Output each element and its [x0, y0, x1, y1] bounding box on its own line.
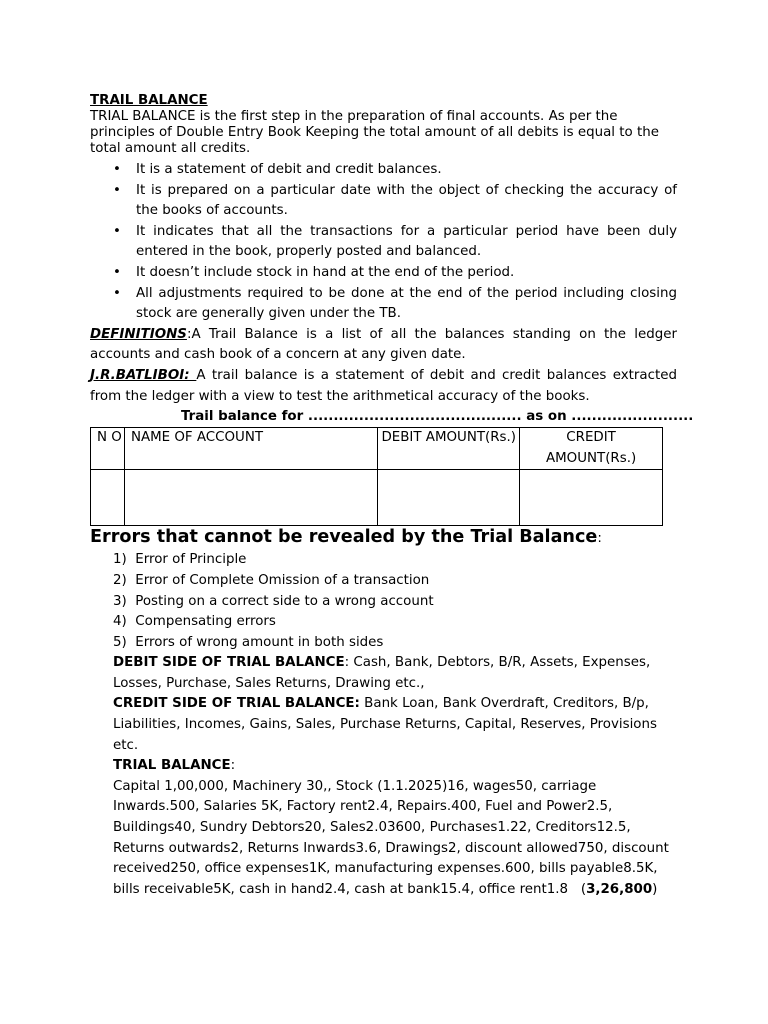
list-item: • It is prepared on a particular date with the object of checking the accuracy of the books of accounts. — [136, 181, 677, 222]
definitions-label: DEFINITIONS — [90, 326, 187, 342]
list-text: Error of Complete Omission of a transaction — [135, 572, 430, 588]
credit-side-text: Bank Loan, Bank Overdraft, Creditors, B/p, Liabilities, Incomes, Gains, Sales, Purchase Returns, Capital, Reserves, Provisions etc. — [113, 696, 657, 753]
data-line — [113, 880, 677, 901]
table-header-row — [91, 428, 663, 470]
page-title: TRAIL BALANCE — [90, 93, 208, 108]
table-header-cell: NAME OF ACCOUNT — [124, 428, 377, 470]
credit-side-paragraph — [90, 694, 677, 756]
list-text: Compensating errors — [135, 614, 276, 630]
data-line: Returns outwards2, Returns Inwards3.6, Drawings2, discount allowed750, discount — [113, 840, 669, 856]
table-cell — [91, 470, 125, 526]
list-number: 3) — [113, 593, 127, 609]
errors-list — [90, 550, 677, 653]
data-line: Buildings40, Sundry Debtors20, Sales2.03600, Purchases1.22, Creditors12.5, — [113, 820, 631, 836]
total-open-paren: ( — [580, 881, 587, 897]
table-header-cell: DEBIT AMOUNT(Rs.) — [378, 428, 520, 470]
errors-heading-text: Errors that cannot be revealed by the Trial Balance — [90, 527, 598, 548]
debit-side-paragraph — [90, 653, 677, 694]
bullet-list — [90, 160, 677, 325]
errors-heading-colon: : — [597, 531, 602, 547]
batliboi-paragraph — [90, 366, 677, 407]
trial-balance-total: 3,26,800 — [586, 881, 653, 897]
definitions-text: A Trail Balance is a list of all the balances standing on the ledger accounts and cash book of a concern at any given date. — [90, 326, 677, 363]
total-close-paren: ) — [652, 881, 658, 897]
list-text: Errors of wrong amount in both sides — [135, 634, 384, 650]
table-cell — [378, 470, 520, 526]
table-cell — [520, 470, 663, 526]
trial-balance-data — [90, 777, 677, 901]
list-item — [113, 633, 677, 654]
table-cell — [124, 470, 377, 526]
batliboi-label: J.R.BATLIBOI: — [90, 367, 197, 383]
list-text: Error of Principle — [135, 552, 247, 568]
data-line: Capital 1,00,000, Machinery 30,, Stock (1.1.2025)16, wages50, carriage — [113, 778, 597, 794]
errors-heading — [90, 526, 677, 550]
table-header-cell: N O — [91, 428, 125, 470]
list-number: 4) — [113, 614, 127, 630]
list-item — [113, 571, 677, 592]
table-row — [91, 470, 663, 526]
data-line: received250, office expenses1K, manufacturing expenses.600, bills payable8.5K, — [113, 861, 658, 877]
table-header-cell: CREDIT AMOUNT(Rs.) — [520, 428, 663, 470]
data-line: Inwards.500, Salaries 5K, Factory rent2.4, Repairs.400, Fuel and Power2.5, — [113, 799, 613, 815]
list-number: 2) — [113, 572, 127, 588]
data-line-text: bills receivable5K, cash in hand2.4, cash at bank15.4, office rent1.8 — [113, 881, 569, 897]
list-text: Posting on a correct side to a wrong account — [135, 593, 434, 609]
intro-paragraph: TRIAL BALANCE is the first step in the preparation of final accounts. As per the principles of Double Entry Book Keeping the total amount of all debits is equal to the total amount all credits. — [90, 109, 659, 156]
trial-balance-caption: Trail balance for .......................................... as on ........................ — [181, 409, 694, 425]
list-number: 5) — [113, 634, 127, 650]
list-number: 1) — [113, 552, 127, 568]
batliboi-text: A trail balance is a statement of debit and credit balances extracted from the ledger with a view to test the arithmetical accuracy of the books. — [90, 367, 677, 404]
credit-side-label: CREDIT SIDE OF TRIAL BALANCE: — [113, 696, 360, 712]
list-item: • All adjustments required to be done at the end of the period including closing stock are generally given under the TB. — [136, 284, 677, 325]
definitions-paragraph — [90, 325, 677, 366]
definitions-colon: : — [186, 326, 192, 342]
trial-balance-label: TRIAL BALANCE — [113, 758, 231, 774]
list-item: • It is a statement of debit and credit balances. — [136, 160, 677, 181]
list-item — [113, 550, 677, 571]
trial-balance-table — [90, 427, 663, 526]
trial-balance-heading — [90, 756, 677, 777]
list-item: • It indicates that all the transactions for a particular period have been duly entered in the book, properly posted and balanced. — [136, 222, 677, 263]
trial-balance-colon: : — [230, 758, 236, 774]
list-item — [113, 612, 677, 633]
list-item: • It doesn’t include stock in hand at the end of the period. — [136, 263, 677, 284]
debit-side-label: DEBIT SIDE OF TRIAL BALANCE — [113, 655, 345, 671]
debit-side-text: : Cash, Bank, Debtors, B/R, Assets, Expenses, Losses, Purchase, Sales Returns, Drawing etc., — [113, 655, 651, 691]
document-page — [90, 93, 694, 900]
list-item — [113, 592, 677, 613]
